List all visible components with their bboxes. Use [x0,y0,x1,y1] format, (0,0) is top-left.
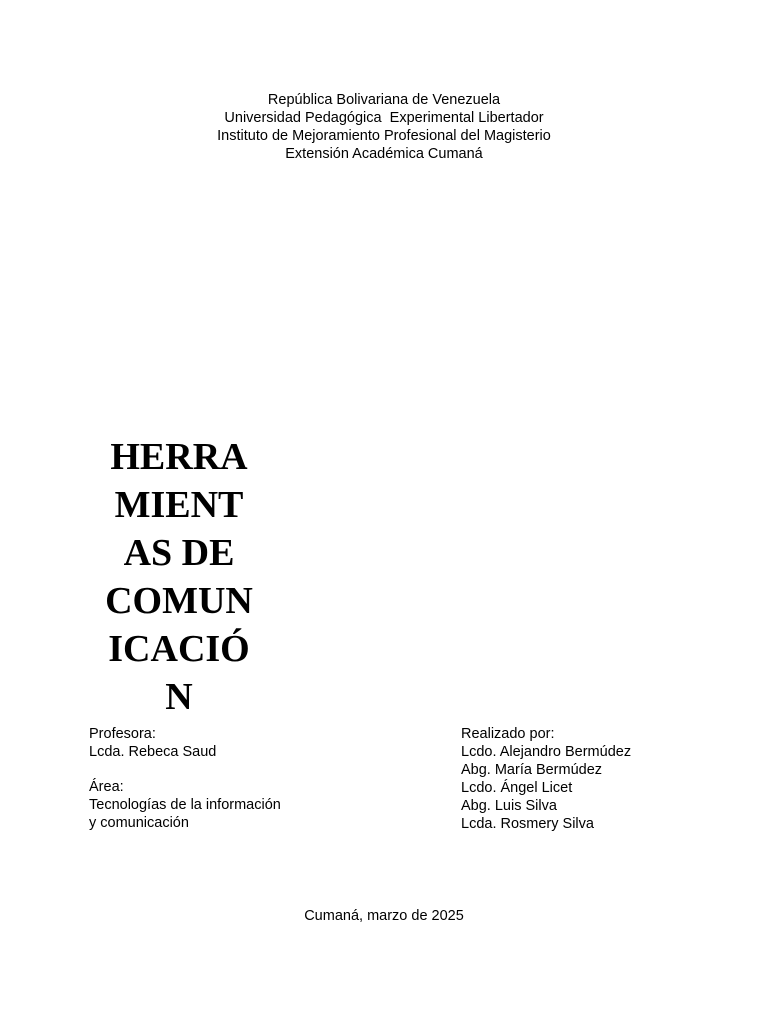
professor-name: Lcda. Rebeca Saud [89,744,217,760]
author-name: Lcda. Rosmery Silva [461,816,594,832]
title-line: MIENT [114,484,244,526]
area-line: y comunicación [89,815,189,831]
professor-label: Profesora: [89,726,156,742]
header-line-extension: Extensión Académica Cumaná [285,146,483,162]
header-line-country: República Bolivariana de Venezuela [267,92,501,108]
title-line: HERRA [110,436,248,478]
title-line: COMUN [105,580,253,622]
author-name: Abg. María Bermúdez [461,762,603,778]
area-block [89,778,281,832]
authors-block [461,725,631,833]
place-date: Cumaná, marzo de 2025 [304,908,464,924]
institution-header [0,91,768,163]
professor-block [89,725,216,761]
document-title [96,433,262,721]
author-name: Lcdo. Alejandro Bermúdez [461,744,632,760]
header-line-institute: Instituto de Mejoramiento Profesional del Magisterio [217,128,551,144]
title-line: N [165,676,193,718]
title-line: AS DE [123,532,235,574]
author-name: Lcdo. Ángel Licet [461,780,573,796]
authors-label: Realizado por: [461,726,555,742]
title-line: ICACIÓ [108,628,250,670]
area-label: Área: [89,779,124,795]
area-line: Tecnologías de la información [89,797,281,813]
author-name: Abg. Luis Silva [461,798,557,814]
header-line-university: Universidad Pedagógica Experimental Libertador [224,110,544,126]
